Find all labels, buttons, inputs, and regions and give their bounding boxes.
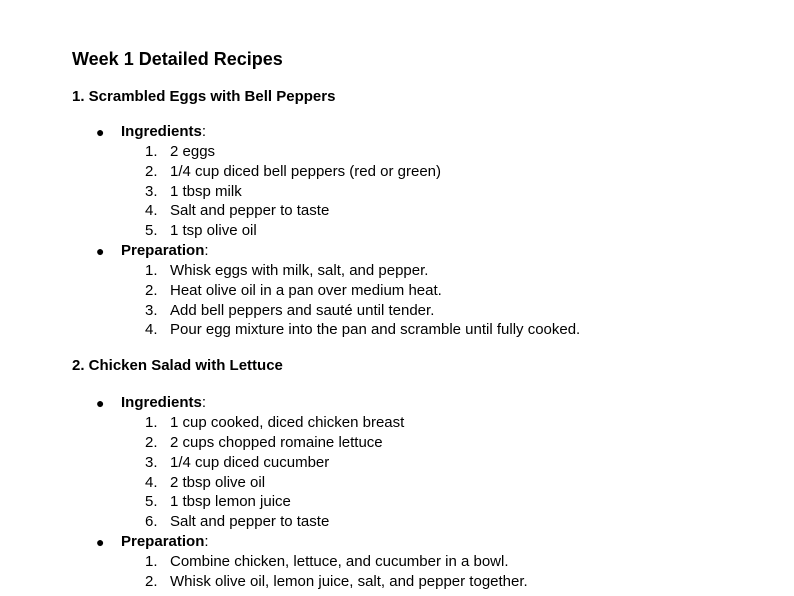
preparation-section <box>72 241 772 340</box>
document-title: Week 1 Detailed Recipes <box>72 49 283 69</box>
document-page <box>72 48 772 592</box>
section-label: Ingredients <box>121 394 202 412</box>
list-item <box>121 453 772 473</box>
list-item-text: 1 tsp olive oil <box>170 222 257 240</box>
section-label: Preparation <box>121 241 205 259</box>
section-heading <box>121 393 772 413</box>
section-label-colon: : <box>201 394 207 412</box>
list-item-text: Pour egg mixture into the pan and scramble until fully cooked. <box>170 321 581 339</box>
list-item-text: Salt and pepper to taste <box>170 513 330 531</box>
list-item-number: 3. <box>145 182 158 200</box>
bullet-icon: ● <box>96 124 105 140</box>
list-item-number: 3. <box>145 453 158 471</box>
list-item-text: 1 tbsp milk <box>170 182 242 200</box>
recipe-sections <box>72 393 772 591</box>
list-item <box>121 320 772 340</box>
list-item-number: 1. <box>145 143 158 160</box>
list-item <box>121 473 772 493</box>
list-item <box>121 433 772 453</box>
list-item-text: 2 tbsp olive oil <box>170 473 266 491</box>
section-label-colon: : <box>204 532 209 550</box>
list-item <box>121 261 772 281</box>
list-item-number: 5. <box>145 493 158 511</box>
bullet-icon: ● <box>96 395 105 412</box>
section-heading <box>121 122 772 142</box>
bullet-icon: ● <box>96 533 105 550</box>
list-item-text: 2 cups chopped romaine lettuce <box>170 433 383 451</box>
section-label: Preparation <box>121 532 205 550</box>
ingredient-list <box>121 413 772 532</box>
list-item-text: Whisk eggs with milk, salt, and pepper. <box>170 261 429 279</box>
list-item <box>121 552 772 572</box>
list-item <box>121 512 772 532</box>
list-item <box>121 572 772 592</box>
list-item-number: 1. <box>145 261 158 279</box>
section-label-colon: : <box>201 123 207 140</box>
list-item-number: 4. <box>145 473 158 491</box>
list-item-text: Add bell peppers and sauté until tender. <box>170 301 435 319</box>
list-item-text: 1/4 cup diced bell peppers (red or green) <box>170 162 441 180</box>
list-item-number: 2. <box>145 281 158 299</box>
section-label: Ingredients <box>121 123 202 140</box>
list-item-number: 3. <box>145 301 158 319</box>
list-item <box>121 301 772 321</box>
list-item <box>121 281 772 301</box>
list-item-text: Whisk olive oil, lemon juice, salt, and pepper together. <box>170 572 528 590</box>
list-item <box>121 201 772 221</box>
bullet-icon: ● <box>96 242 105 259</box>
preparation-list <box>121 261 772 340</box>
list-item <box>121 221 772 241</box>
ingredient-list <box>121 142 772 241</box>
section-heading <box>121 241 772 261</box>
list-item-text: 1 tbsp lemon juice <box>170 493 291 511</box>
ingredients-section <box>72 393 772 532</box>
recipe-title: 2. Chicken Salad with Lettuce <box>72 357 283 375</box>
list-item-number: 4. <box>145 321 158 339</box>
section-heading <box>121 532 772 552</box>
list-item <box>121 142 772 162</box>
list-item-number: 2. <box>145 572 158 590</box>
ingredients-section <box>72 122 772 241</box>
list-item-text: Combine chicken, lettuce, and cucumber in a bowl. <box>170 552 509 570</box>
list-item-number: 2. <box>145 433 158 451</box>
preparation-list <box>121 552 772 592</box>
list-item-number: 2. <box>145 162 158 180</box>
list-item <box>121 182 772 202</box>
list-item-number: 1. <box>145 414 158 432</box>
list-item <box>121 492 772 512</box>
list-item-number: 1. <box>145 552 158 570</box>
list-item-text: 1 cup cooked, diced chicken breast <box>170 414 405 432</box>
list-item <box>121 162 772 182</box>
list-item-number: 4. <box>145 202 158 220</box>
preparation-section <box>72 532 772 592</box>
recipe-sections <box>72 122 772 340</box>
list-item-number: 5. <box>145 222 158 240</box>
section-label-colon: : <box>204 241 209 259</box>
list-item-text: 1/4 cup diced cucumber <box>170 453 330 471</box>
list-item-text: Salt and pepper to taste <box>170 202 330 220</box>
list-item-text: 2 eggs <box>170 143 216 160</box>
recipe-title: 1. Scrambled Eggs with Bell Peppers <box>72 88 336 105</box>
list-item <box>121 413 772 433</box>
list-item-text: Heat olive oil in a pan over medium heat. <box>170 281 442 299</box>
list-item-number: 6. <box>145 513 158 531</box>
